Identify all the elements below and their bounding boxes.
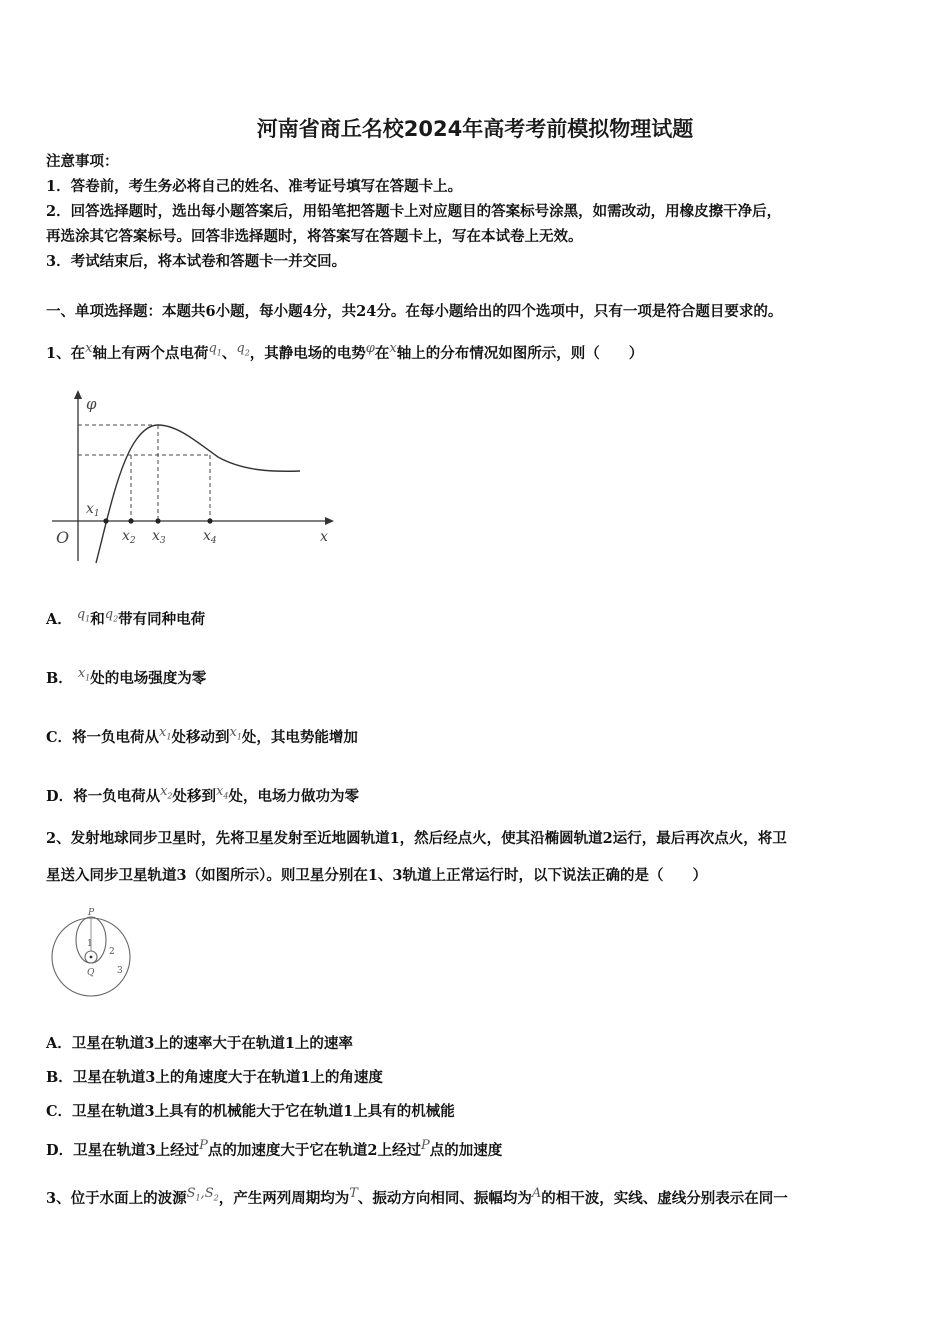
q2-orbit-figure xyxy=(48,902,138,1002)
x2-point xyxy=(128,518,133,523)
x4-point xyxy=(207,518,212,523)
q3-stem: 3、位于水面上的波源$S_1,S_2$，产生两列周期均为T、振动方向相同、振幅均为A的相干波，实线、虚线分别表示在同一 xyxy=(46,1186,788,1207)
q1-option-a[interactable]: A． $q_1$和$q_2$带有同种电荷 xyxy=(46,607,206,628)
q1-option-b[interactable]: B． $x_1$处的电场强度为零 xyxy=(46,666,207,687)
x3-point xyxy=(155,518,160,523)
q1-potential-graph xyxy=(48,385,343,570)
x1-label: $x_1$ xyxy=(86,501,100,519)
q1-option-c[interactable]: C．将一负电荷从$x_1$处移动到$x_1$处，其电势能增加 xyxy=(46,725,358,746)
notice-item-1: 1．答卷前，考生务必将自己的姓名、准考证号填写在答题卡上。 xyxy=(46,178,463,195)
earth-center xyxy=(90,956,93,959)
q2-stem-line-2: 星送入同步卫星轨道3（如图所示）。则卫星分别在1、3轨道上正常运行时，以下说法正确的是（ ） xyxy=(46,867,708,884)
origin-label: O xyxy=(56,528,70,547)
point-q-label: Q xyxy=(87,968,95,978)
section-heading: 一、单项选择题：本题共6小题，每小题4分，共24分。在每小题给出的四个选项中，只有一项是符合题目要求的。 xyxy=(46,303,783,320)
x3-label: $x_3$ xyxy=(152,528,166,546)
orbit-1-label: 1 xyxy=(87,939,93,949)
q2-option-a[interactable]: A．卫星在轨道3上的速率大于在轨道1上的速率 xyxy=(46,1035,353,1052)
q2-option-b[interactable]: B．卫星在轨道3上的角速度大于在轨道1上的角速度 xyxy=(46,1069,383,1086)
q2-option-c[interactable]: C．卫星在轨道3上具有的机械能大于它在轨道1上具有的机械能 xyxy=(46,1103,455,1120)
notice-item-2a: 2．回答选择题时，选出每小题答案后，用铅笔把答题卡上对应题目的答案标号涂黑，如需改动，用橡皮擦干净后， xyxy=(46,203,782,220)
orbit-2-label: 2 xyxy=(109,947,115,957)
x2-label: $x_2$ xyxy=(122,528,136,546)
phi-axis-arrow xyxy=(74,390,82,399)
x1-point xyxy=(103,518,108,523)
q1-option-d[interactable]: D．将一负电荷从$x_2$处移到$x_4$处，电场力做功为零 xyxy=(46,784,359,805)
notice-item-3: 3．考试结束后，将本试卷和答题卡一并交回。 xyxy=(46,253,347,270)
q2-stem-line-1: 2、发射地球同步卫星时，先将卫星发射至近地圆轨道1，然后经点火，使其沿椭圆轨道2运行，最后再次点火，将卫 xyxy=(46,830,787,847)
q2-option-d[interactable]: D．卫星在轨道3上经过P点的加速度大于它在轨道2上经过P点的加速度 xyxy=(46,1138,503,1159)
notice-heading: 注意事项： xyxy=(46,153,119,170)
x-axis-label: x xyxy=(320,529,328,545)
orbit-3-label: 3 xyxy=(117,966,123,976)
page-title: 河南省商丘名校2024年高考考前模拟物理试题 xyxy=(256,117,694,141)
notice-item-2b: 再选涂其它答案标号。回答非选择题时，将答案写在答题卡上，写在本试卷上无效。 xyxy=(46,228,583,245)
point-p-label: P xyxy=(88,908,95,918)
x-axis-arrow xyxy=(325,517,334,525)
phi-label: φ xyxy=(86,395,97,413)
q1-stem: 1、在x轴上有两个点电荷$q_1$、$q_2$，其静电场的电势φ在x轴上的分布情况如图所示，则（ ） xyxy=(46,341,644,362)
x4-label: $x_4$ xyxy=(203,528,217,546)
